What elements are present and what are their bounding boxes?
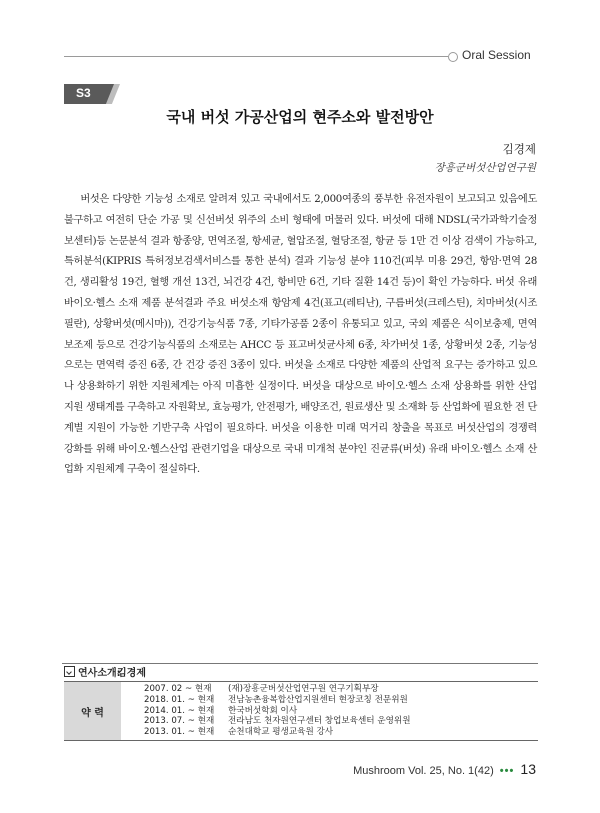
abstract	[64, 190, 537, 481]
page-footer	[353, 761, 536, 777]
session-tag	[64, 84, 126, 104]
speaker-name: 김경제	[117, 668, 146, 679]
career-period: 2007. 02 ~ 현재	[144, 684, 212, 694]
career-period: 2013. 07. ~ 현재	[144, 716, 215, 727]
career-header-cell	[64, 682, 121, 740]
header-rule	[64, 56, 448, 57]
session-code: S3	[76, 86, 91, 100]
career-desc: 전남농촌융복합산업지원센터 현장코칭 전문위원	[228, 694, 408, 705]
corner-arrow-icon	[64, 666, 75, 677]
career-period: 2013. 01. ~ 현재	[144, 727, 215, 738]
career-header-label: 약 력	[81, 708, 104, 719]
header-rule-end-circle	[448, 52, 458, 62]
career-desc: 한국버섯학회 이사	[228, 705, 298, 716]
article-affiliation: 장흥군버섯산업연구원	[434, 162, 536, 174]
speaker-label: 연사소개:	[78, 668, 121, 679]
career-period: 2014. 01. ~ 현재	[144, 705, 215, 716]
page-number: 13	[520, 761, 536, 777]
career-table	[64, 681, 538, 741]
article-title: 국내 버섯 가공산업의 현주소와 발전방안	[166, 108, 434, 126]
career-desc: (재)장흥군버섯산업연구원 연구기획부장	[228, 684, 379, 694]
section-label: Oral Session	[462, 48, 531, 62]
abstract-paragraph: 버섯은 다양한 기능성 소재로 알려져 있고 국내에서도 2,000여종의 풍부한 유전자원이 보고되고 있음에도 불구하고 여전히 단순 가공 및 신선버섯 위주의 소비 형태에 머물러 있다. 버섯에 대해 NDSL(국가과학기술정보센터)등 논문분석 결과 항종양, 면역조절, 항세균, 혈압조절, 혈당조절, 항균 등 1만 건 이상 검색이 가능하고, 특허분석(KIPRIS 특허정보검색서비스를 통한 분석) 결과 기능성 분야 110건(피부 미용 29건, 항암·면역 28건, 생리활성 19건, 혈행 개선 13건, 뇌건강 4건, 항비만 6건, 기타 질환 14건 등)이 확인 가능하다. 버섯 유래 바이오·헬스 소재 제품 분석결과 주요 버섯소재 항암제 4건(표고(레티난), 구름버섯(크레스틴), 치마버섯(시조필란), 상황버섯(메시마)), 건강기능식품 7종, 기타가공품 2종이 유통되고 있고, 국외 제품은 식이보충제, 면역보조제 등으로 건강기능식품의 소재로는 AHCC 등 표고버섯균사체 6종, 차가버섯 1종, 상황버섯 2종, 기능성으로는 면역력 증진 6종, 간 건강 증진 3종이 있다. 버섯을 소재로 다양한 제품의 산업적 요구는 증가하고 있으나 상용화하기 위한 지원체계는 아직 미흡한 실정이다. 버섯을 대상으로 바이오·헬스 소재 상용화를 위한 산업지원 생태계를 구축하고 자원확보, 효능평가, 안전평가, 배양조건, 원료생산 및 소재화 등 산업화에 필요한 전 단계별 지원이 가능한 기반구축 사업이 필요하다. 버섯을 이용한 미래 먹거리 창출을 목표로 버섯산업의 경쟁력 강화를 위해 바이오·헬스산업 관련기업을 대상으로 국내 미개척 분야인 진균류(버섯) 유래 바이오·헬스 소재 산업화 지원체계 구축이 절실하다.	[64, 194, 537, 476]
article-author: 김경제	[502, 142, 536, 156]
career-desc: 전라남도 천자원연구센터 창업보육센터 운영위원	[228, 716, 411, 727]
career-desc: 순천대학교 평생교육원 강사	[228, 727, 334, 738]
career-period: 2018. 01. ~ 현재	[144, 694, 215, 705]
journal-citation: Mushroom Vol. 25, No. 1(42)	[353, 765, 494, 777]
footer-dots: •••	[499, 765, 515, 777]
